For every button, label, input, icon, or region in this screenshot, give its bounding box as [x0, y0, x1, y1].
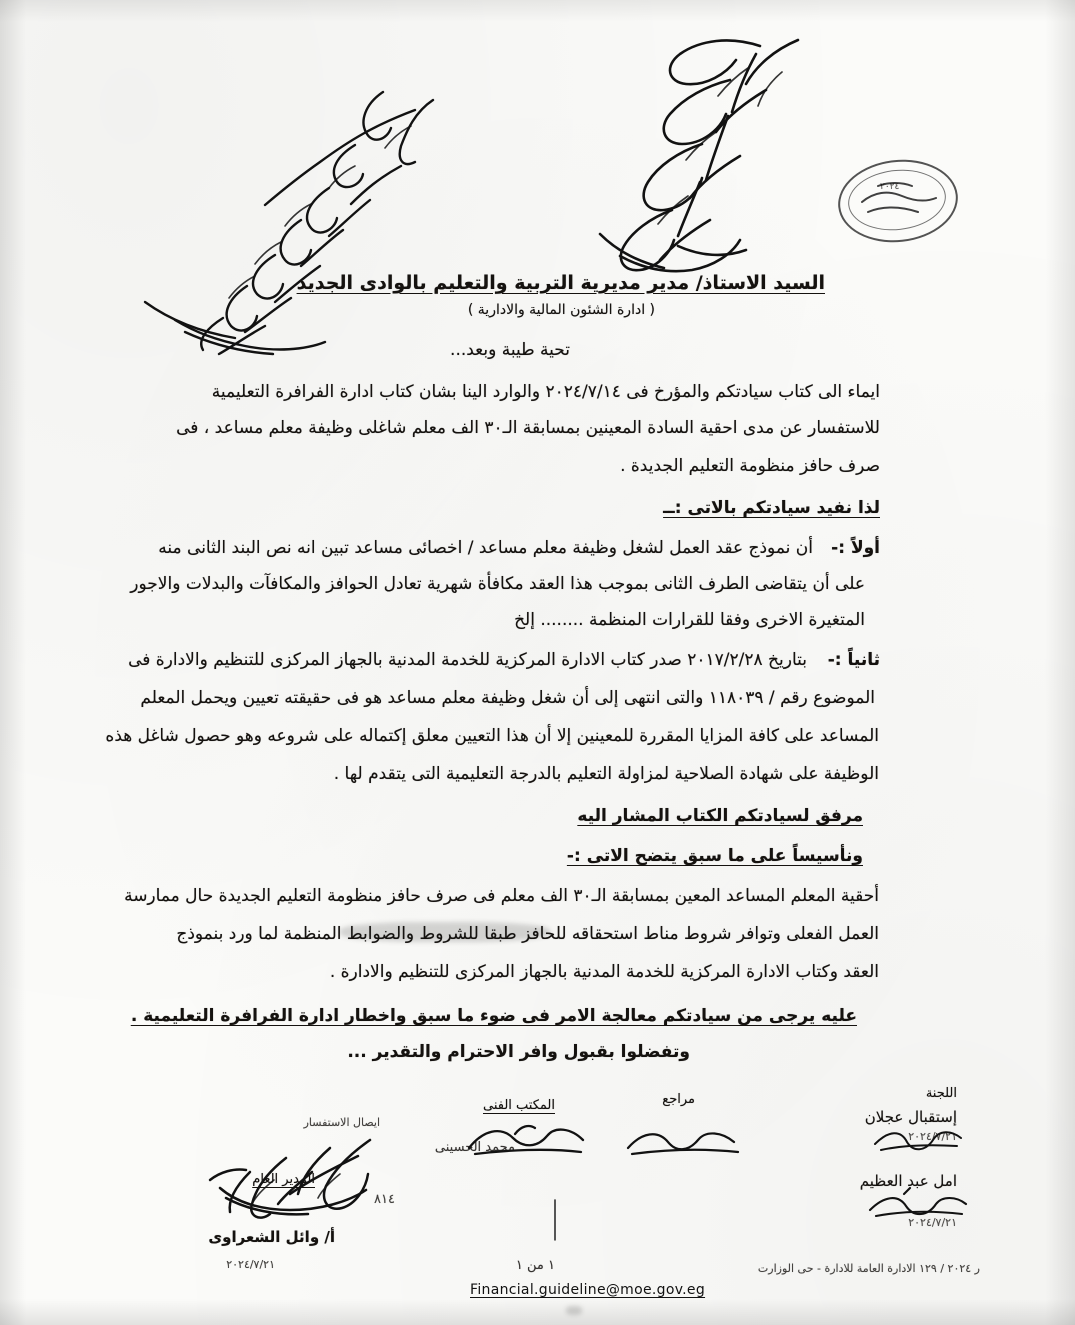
conclusion-line-2: العمل الفعلى وتوافر شروط مناط استحقاقه للحافز طبقا للشروط والضوابط المنظمة لما ورد بنموذج: [176, 924, 879, 944]
director-margin-number: ٨١٤: [374, 1192, 395, 1207]
stamp-date-text: ٢٠٢٤: [880, 182, 900, 192]
separator-tick: [552, 1200, 558, 1240]
reviewer-name: محمد الحسينى: [434, 1140, 515, 1155]
intro-line-1: ايماء الى كتاب سيادتكم والمؤرخ فى ٢٠٢٤/٧/١٤ والوارد الينا بشان كتاب ادارة الفرافرة التعليمية: [211, 382, 880, 402]
director-general-label: المدير العام: [252, 1172, 315, 1187]
committee-member-2-name: امل عبد العظيم: [859, 1172, 957, 1190]
ink-smudge-overstrike: [340, 922, 550, 942]
footer-page-number: ١ من ١: [515, 1258, 555, 1273]
second-section-line-4: الوظيفة على شهادة الصلاحية لمزاولة التعليم بالدرجة التعليمية التى يتقدم لها .: [333, 764, 879, 784]
committee-member-2-date: ٢٠٢٤/٧/٢١: [908, 1216, 957, 1229]
intro-line-2: للاستفسار عن مدى احقية السادة المعينين بمسابقة الـ٣٠ الف معلم شاغلى وظيفة معلم مساعد ، فى: [176, 418, 880, 438]
attachment-note: مرفق لسيادتكم الكتاب المشار اليه: [577, 806, 863, 826]
addressee-subtitle: ( ادارة الشئون المالية والادارية ): [467, 302, 655, 318]
conclusion-line-1: أحقية المعلم المساعد المعين بمسابقة الـ٣٠ الف معلم فى صرف حافز منظومة التعليم الجديدة حال ممارسة: [124, 886, 879, 906]
greeting: تحية طيبة وبعد...: [450, 340, 570, 360]
technical-office-label: المكتب الفنى: [483, 1098, 555, 1113]
first-section-label: أولاً :-: [831, 538, 880, 558]
director-general-date: ٢٠٢٤/٧/٢١: [226, 1258, 275, 1271]
follow-up-note: ايصال الاستفسار: [303, 1116, 380, 1129]
addressee-title: السيد الاستاذ/ مدير مديرية التربية والتعليم بالوادى الجديد: [296, 272, 825, 294]
first-section-line-2: على أن يتقاضى الطرف الثانى بموجب هذا العقد مكافأة شهرية تعادل الحوافز والمكافآت والبدلات والاجور: [130, 574, 865, 594]
second-section-label: ثانياً :-: [827, 650, 880, 670]
footer-email-link[interactable]: Financial.guideline@moe.gov.eg: [470, 1282, 706, 1298]
conclusion-header: ونأسيساً على ما سبق يتضح الاتى :-: [566, 846, 863, 866]
committee-label: اللجنة: [925, 1086, 957, 1101]
conclusion-line-3: العقد وكتاب الادارة المركزية للخدمة المدنية بالجهاز المركزى للتنظيم والادارة .: [329, 962, 879, 982]
intro-line-3: صرف حافز منظومة التعليم الجديدة .: [620, 456, 880, 476]
committee-member-1-date: ٢٠٢٤/٧/٢١: [908, 1130, 957, 1143]
second-section-line-2: الموضوع رقم / ١١٨٠٣٩ والتى انتهى إلى أن شغل وظيفة معلم مساعد هو فى حقيقته تعيين ويحمل المعلم: [140, 688, 875, 708]
handwritten-margin-note-right: [560, 20, 860, 290]
reviewer-signature: [618, 1124, 748, 1160]
first-section-line-1: أن نموذج عقد العمل لشغل وظيفة معلم مساعد / اخصائى مساعد تبين انه نص البند الثانى منه: [158, 538, 813, 558]
reviewer-label: مراجع: [662, 1092, 695, 1107]
second-section-line-1: بتاريخ ٢٠١٧/٢/٢٨ صدر كتاب الادارة المركزية للخدمة المدنية بالجهاز المركزى للتنظيم والادارة فى: [128, 650, 807, 670]
director-general-name: أ/ وائل الشعراوى: [208, 1228, 335, 1246]
second-section-line-3: المساعد على كافة المزايا المقررة للمعينين إلا أن هذا التعيين معلق إكتماله على شروعه وهو حصول شاغل هذه: [105, 726, 879, 746]
footer-reference: ر ٢٠٢٤ / ١٢٩ الادارة العامة للادارة - حى الوزارت: [757, 1262, 980, 1275]
footer-smudge: [566, 1306, 582, 1315]
request-line: عليه يرجى من سيادتكم معالجة الامر فى ضوء ما سبق واخطار ادارة الفرافرة التعليمية .: [130, 1006, 857, 1026]
handwritten-margin-note-left: [115, 70, 445, 360]
closing-line: وتفضلوا بقبول وافر الاحترام والتقدير ...: [347, 1042, 690, 1062]
committee-member-1-name: إستقبال عجلان: [864, 1108, 957, 1126]
lead-in-line: لذا نفيد سيادتكم بالاتى :ــ: [663, 498, 880, 518]
first-section-line-3: المتغيرة الاخرى وفقا للقرارات المنظمة ........ إلخ: [514, 610, 865, 630]
